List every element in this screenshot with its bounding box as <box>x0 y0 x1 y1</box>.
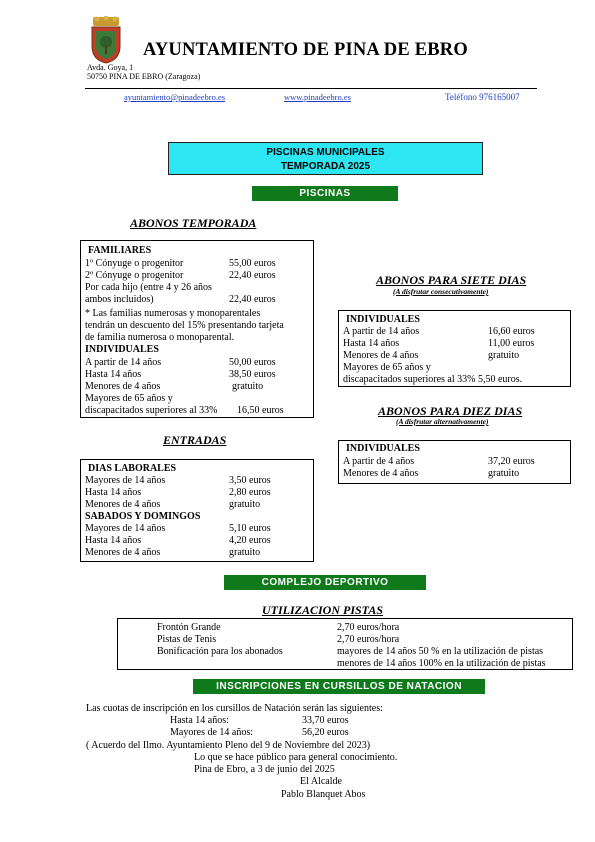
heading-abonos-siete: ABONOS PARA SIETE DIAS <box>376 273 527 287</box>
siete-mayores-line-2: discapacitados superiores al 33% 5,50 euros. <box>343 374 523 385</box>
laboral-label-2: Hasta 14 años <box>85 487 142 498</box>
cursillo-label-1: Hasta 14 años: <box>170 715 229 726</box>
cursillo-label-2: Mayores de 14 años: <box>170 727 254 738</box>
pista-bonus-line-2: menores de 14 años 100% en la utilización de pistas <box>337 658 546 669</box>
email-link[interactable]: ayuntamiento@pinadeebro.es <box>124 92 226 102</box>
diez-title: INDIVIDUALES <box>346 443 420 454</box>
cursillo-price-2: 56,20 euros <box>302 727 349 738</box>
mayores-line-2: discapacitados superiores al 33% <box>85 405 218 416</box>
sabado-price-2: 4,20 euros <box>229 535 271 546</box>
website-link[interactable]: www.pinadeebro.es <box>284 92 351 102</box>
diez-price-1: 37,20 euros <box>488 456 535 467</box>
cargo-text: El Alcalde <box>300 776 342 787</box>
familiar-price-1: 55,00 euros <box>229 258 276 269</box>
pista-label-3: Bonificación para los abonados <box>157 646 283 657</box>
mayores-line-1: Mayores de 65 años y <box>85 393 173 404</box>
individual-label-2: Hasta 14 años <box>85 369 142 380</box>
individual-price-3: gratuito <box>232 381 264 392</box>
firma-text: Pablo Blanquet Abos <box>281 789 366 800</box>
laboral-price-3: gratuito <box>229 499 261 510</box>
section-bar-cursillos: INSCRIPCIONES EN CURSILLOS DE NATACION <box>193 679 485 694</box>
publico-text: Lo que se hace público para general conocimiento. <box>194 752 398 763</box>
cursillo-price-1: 33,70 euros <box>302 715 349 726</box>
subheading-abonos-diez: (A disfrutar alternativamente) <box>396 417 489 426</box>
section-bar-piscinas: PISCINAS <box>252 186 398 201</box>
pista-label-2: Pistas de Tenis <box>157 634 217 645</box>
header-divider <box>85 88 537 89</box>
individual-price-2: 38,50 euros <box>229 369 276 380</box>
coat-of-arms-icon <box>88 16 124 64</box>
pista-price-3: mayores de 14 años 50 % en la utilización de pistas <box>337 646 544 657</box>
siete-price-3: gratuito <box>488 350 520 361</box>
familiar-label-1: 1º Cónyuge o progenitor <box>85 258 184 269</box>
siete-title: INDIVIDUALES <box>346 314 420 325</box>
pista-price-1: 2,70 euros/hora <box>337 622 400 633</box>
siete-label-2: Hasta 14 años <box>343 338 400 349</box>
diez-label-1: A partir de 4 años <box>343 456 415 467</box>
sabado-label-2: Hasta 14 años <box>85 535 142 546</box>
hijo-price: 22,40 euros <box>229 294 276 305</box>
sabado-label-3: Menores de 4 años <box>85 547 161 558</box>
section-bar-complejo: COMPLEJO DEPORTIVO <box>224 575 426 590</box>
sabado-label-1: Mayores de 14 años <box>85 523 166 534</box>
laboral-price-2: 2,80 euros <box>229 487 271 498</box>
diez-price-2: gratuito <box>488 468 520 479</box>
sabado-price-3: gratuito <box>229 547 261 558</box>
siete-price-2: 11,00 euros <box>488 338 535 349</box>
individuales-title: INDIVIDUALES <box>85 344 159 355</box>
heading-abonos-diez: ABONOS PARA DIEZ DIAS <box>378 404 523 418</box>
sabados-title: SABADOS Y DOMINGOS <box>85 511 201 522</box>
address-line-1: Avda. Goya, 1 <box>87 63 134 72</box>
subheading-abonos-siete: (A disfrutar consecutivamente) <box>393 287 489 296</box>
mayores-price: 16,50 euros <box>237 405 284 416</box>
hijo-line-1: Por cada hijo (entre 4 y 26 años <box>85 282 212 293</box>
familiares-title: FAMILIARES <box>88 245 152 256</box>
heading-abonos-temporada: ABONOS TEMPORADA <box>130 216 257 230</box>
laboral-label-1: Mayores de 14 años <box>85 475 166 486</box>
banner-line-1: PISCINAS MUNICIPALES <box>266 147 385 158</box>
siete-label-1: A partir de 14 años <box>343 326 420 337</box>
pista-price-2: 2,70 euros/hora <box>337 634 400 645</box>
diez-label-2: Menores de 4 años <box>343 468 419 479</box>
laborales-title: DIAS LABORALES <box>88 463 177 474</box>
heading-pistas: UTILIZACION PISTAS <box>262 603 384 617</box>
acuerdo-text: ( Acuerdo del Ilmo. Ayuntamiento Pleno del 9 de Noviembre del 2023) <box>86 740 371 751</box>
sabado-price-1: 5,10 euros <box>229 523 271 534</box>
address-line-2: 50750 PINA DE EBRO (Zaragoza) <box>87 72 201 81</box>
heading-entradas: ENTRADAS <box>163 433 227 447</box>
note-line-2: tendrán un descuento del 15% presentando tarjeta <box>85 320 284 331</box>
individual-label-1: A partir de 14 años <box>85 357 162 368</box>
siete-label-3: Menores de 4 años <box>343 350 419 361</box>
page-title: AYUNTAMIENTO DE PINA DE EBRO <box>143 40 468 60</box>
note-line-3: de familia numerosa o monoparental. <box>85 332 235 343</box>
hijo-line-2: ambos incluidos) <box>85 294 154 305</box>
siete-price-1: 16,60 euros <box>488 326 535 337</box>
familiar-label-2: 2º Cónyuge o progenitor <box>85 270 184 281</box>
laboral-label-3: Menores de 4 años <box>85 499 161 510</box>
season-banner <box>168 142 483 175</box>
fecha-text: Pina de Ebro, a 3 de junio del 2025 <box>194 764 335 775</box>
note-line-1: * Las familias numerosas y monoparentales <box>85 308 261 319</box>
individual-label-3: Menores de 4 años <box>85 381 161 392</box>
banner-line-2: TEMPORADA 2025 <box>280 161 371 172</box>
individual-price-1: 50,00 euros <box>229 357 276 368</box>
pista-label-1: Frontón Grande <box>157 622 221 633</box>
phone-text: Teléfono 976165007 <box>445 92 520 102</box>
laboral-price-1: 3,50 euros <box>229 475 271 486</box>
cursillos-intro: Las cuotas de inscripción en los cursillos de Natación serán las siguientes: <box>86 703 383 714</box>
siete-mayores-line-1: Mayores de 65 años y <box>343 362 431 373</box>
familiar-price-2: 22,40 euros <box>229 270 276 281</box>
